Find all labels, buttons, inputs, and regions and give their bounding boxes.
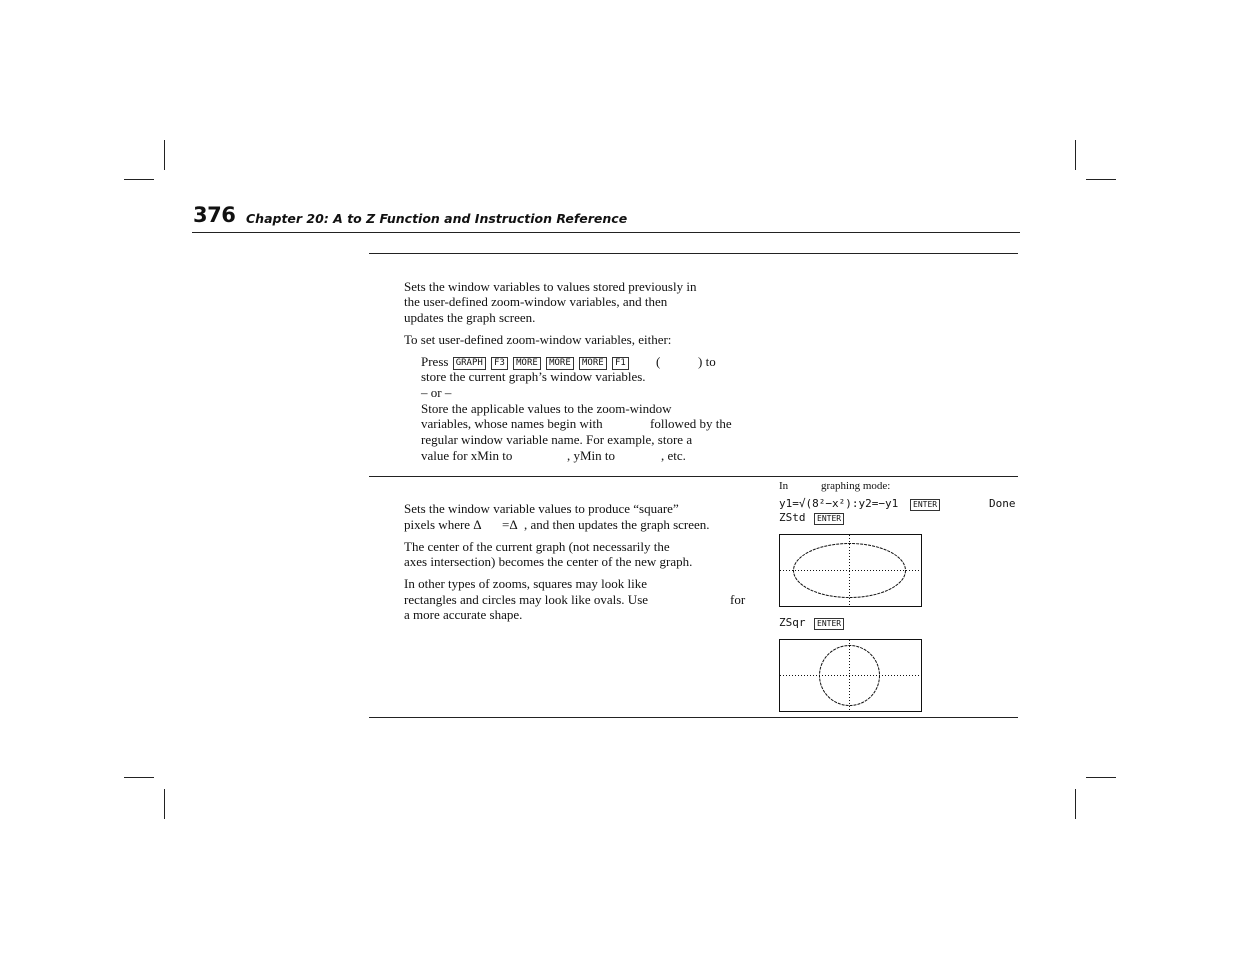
- command-line-2: ZStd: [779, 511, 806, 524]
- or-separator: – or –: [421, 385, 452, 400]
- store-line: regular window variable name. For example, store a: [421, 432, 693, 447]
- store-line: followed by the: [650, 416, 732, 431]
- crop-mark: [1086, 777, 1116, 778]
- zrcl-desc-line: Sets the window variables to values stored previously in: [404, 279, 697, 294]
- section-rule: [369, 476, 1018, 477]
- more-key: MORE: [513, 357, 541, 370]
- crop-mark: [1075, 140, 1076, 170]
- example-mode: graphing mode:: [821, 480, 891, 492]
- zrcl-press-line: [421, 354, 630, 370]
- section-rule: [369, 253, 1018, 254]
- more-key: MORE: [546, 357, 574, 370]
- section-rule: [369, 717, 1018, 718]
- graph-key: GRAPH: [453, 357, 486, 370]
- enter-key: ENTER: [910, 499, 940, 511]
- store-line: , etc.: [661, 448, 686, 463]
- zrcl-desc-line: the user-defined zoom-window variables, and then: [404, 294, 668, 309]
- crop-mark: [1075, 789, 1076, 819]
- example-in: In: [779, 480, 789, 492]
- crop-mark: [124, 179, 154, 180]
- zrcl-desc-line: updates the graph screen.: [404, 310, 536, 325]
- store-line: value for xMin to: [421, 448, 513, 463]
- zsqr-desc-line: , and then updates the graph screen.: [524, 517, 710, 532]
- press-label: Press: [421, 354, 449, 369]
- store-line: , yMin to: [567, 448, 616, 463]
- crop-mark: [124, 777, 154, 778]
- zsqr-other-line: a more accurate shape.: [404, 607, 523, 622]
- zsqr-center-line: axes intersection) becomes the center of the new graph.: [404, 554, 693, 569]
- paren-open: (: [656, 354, 661, 369]
- zsqr-graph-screen: [779, 639, 922, 712]
- enter-key: ENTER: [814, 618, 844, 630]
- zsqr-desc-line: pixels where Δ: [404, 517, 482, 532]
- command-line-3: ZSqr: [779, 616, 806, 629]
- zsqr-desc-line: Sets the window variable values to produce “square”: [404, 501, 679, 516]
- zsqr-other-line: for: [730, 592, 746, 607]
- zsqr-center-line: The center of the current graph (not necessarily the: [404, 539, 670, 554]
- zsqr-other-line: In other types of zooms, squares may look like: [404, 576, 647, 591]
- command-line-1: y1=√(8²−x²):y2=−y1: [779, 497, 899, 510]
- zsqr-desc-line: =Δ: [502, 517, 518, 532]
- chapter-title: Chapter 20: A to Z Function and Instruction Reference: [246, 211, 628, 226]
- zsqr-other-line: rectangles and circles may look like ovals. Use: [404, 592, 649, 607]
- enter-key: ENTER: [814, 513, 844, 525]
- store-line: Store the applicable values to the zoom-window: [421, 401, 672, 416]
- paren-close: ) to: [698, 354, 716, 369]
- crop-mark: [1086, 179, 1116, 180]
- header-rule: [192, 232, 1020, 233]
- store-line: variables, whose names begin with: [421, 416, 603, 431]
- zrcl-to-set: To set user-defined zoom-window variables, either:: [404, 332, 672, 347]
- f3-key: F3: [491, 357, 508, 370]
- crop-mark: [164, 789, 165, 819]
- f1-key: F1: [612, 357, 629, 370]
- crop-mark: [164, 140, 165, 170]
- page-number: 376: [193, 203, 236, 227]
- press-line-2: store the current graph’s window variables.: [421, 369, 646, 384]
- done-result: Done: [989, 497, 1016, 510]
- zstd-graph-screen: [779, 534, 922, 607]
- more-key: MORE: [579, 357, 607, 370]
